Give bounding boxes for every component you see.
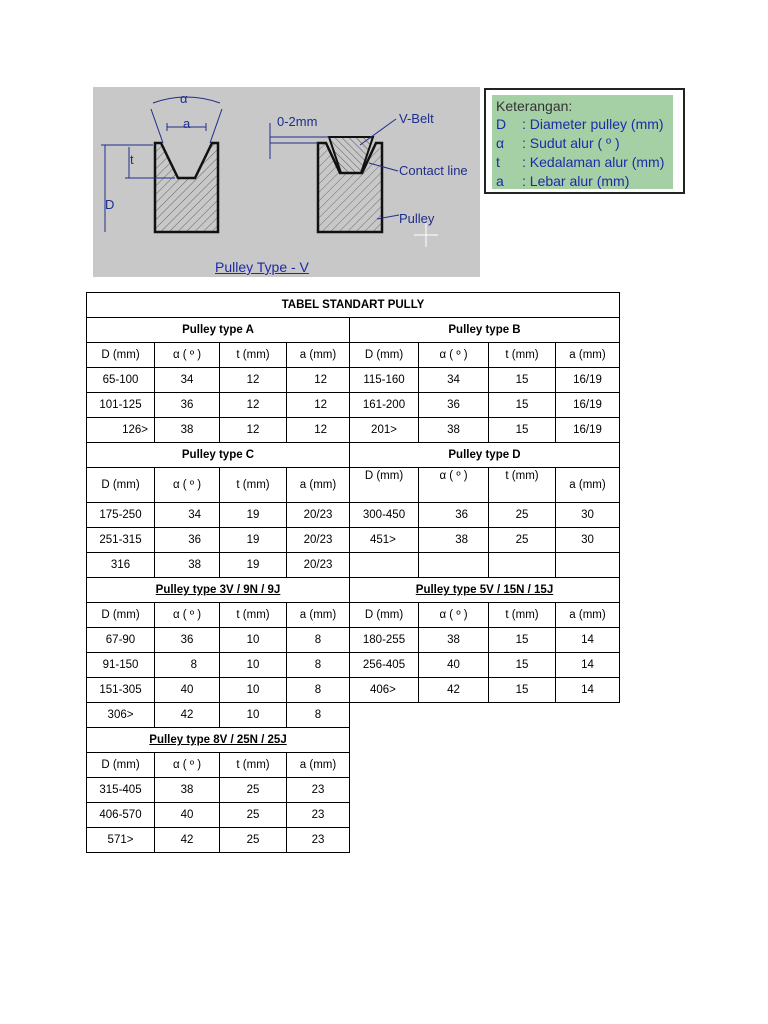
table-cell: 25: [489, 503, 556, 528]
legend-text: : Sudut alur ( º ): [522, 135, 620, 151]
table-cell: 12: [220, 368, 287, 393]
column-header: D (mm): [350, 343, 419, 368]
table-cell: 23: [287, 803, 350, 828]
blank-area: [350, 778, 620, 803]
table-row: [87, 803, 620, 828]
blank-area: [350, 703, 620, 728]
table-cell: 20/23: [287, 503, 350, 528]
table-cell: 40: [155, 803, 220, 828]
table-cell: 34: [155, 503, 220, 528]
table-cell: 42: [155, 703, 220, 728]
table-cell: 406>: [350, 678, 419, 703]
a-label: a: [183, 116, 191, 131]
pulley-type-v-diagram: [93, 87, 480, 277]
table-cell: 42: [155, 828, 220, 853]
column-header: a (mm): [287, 753, 350, 778]
table-row: [87, 678, 620, 703]
table-cell: 40: [419, 653, 489, 678]
table-cell: 25: [220, 778, 287, 803]
legend-title: Keterangan:: [496, 98, 573, 114]
column-header: t (mm): [489, 468, 556, 503]
column-header: a (mm): [556, 603, 620, 628]
table-cell: 16/19: [556, 393, 620, 418]
section-title-d: Pulley type D: [350, 443, 620, 468]
column-header: α ( º ): [155, 468, 220, 503]
table-cell: 161-200: [350, 393, 419, 418]
column-header: t (mm): [489, 343, 556, 368]
table-cell: 19: [220, 503, 287, 528]
table-cell: 14: [556, 653, 620, 678]
section-title-a: Pulley type A: [87, 318, 350, 343]
table-row: [87, 828, 620, 853]
blank-area: [350, 753, 620, 778]
pulley-label: Pulley: [399, 211, 435, 226]
legend-text: : Lebar alur (mm): [522, 173, 630, 189]
table-cell: 571>: [87, 828, 155, 853]
table-row: [87, 778, 620, 803]
table-cell: 15: [489, 418, 556, 443]
table-cell: 36: [155, 628, 220, 653]
column-header: a (mm): [287, 343, 350, 368]
table-title: TABEL STANDART PULLY: [87, 293, 620, 318]
table-cell: 15: [489, 393, 556, 418]
table-cell: 23: [287, 828, 350, 853]
table-row: [87, 368, 620, 393]
table-cell: 10: [220, 678, 287, 703]
column-header-row: [87, 603, 620, 628]
table-cell: 36: [155, 393, 220, 418]
column-header: D (mm): [87, 603, 155, 628]
column-header: D (mm): [87, 468, 155, 503]
column-header: α ( º ): [419, 343, 489, 368]
table-title-row: [87, 293, 620, 318]
table-cell: 14: [556, 678, 620, 703]
legend-key: D: [496, 116, 507, 132]
table-cell: 16/19: [556, 368, 620, 393]
legend-text: : Kedalaman alur (mm): [522, 154, 665, 170]
table-cell: 20/23: [287, 528, 350, 553]
pulley-standard-table-wrapper: [86, 292, 620, 853]
table-cell: 8: [287, 703, 350, 728]
column-header: t (mm): [220, 468, 287, 503]
column-header: D (mm): [87, 343, 155, 368]
table-cell: 8: [155, 653, 220, 678]
blank-area: [350, 728, 620, 753]
left-pulley-body: [155, 143, 218, 232]
table-cell: 38: [419, 418, 489, 443]
table-cell: 38: [155, 418, 220, 443]
column-header-row: [87, 468, 620, 503]
column-header: a (mm): [556, 343, 620, 368]
table-cell: 8: [287, 628, 350, 653]
table-row: [87, 628, 620, 653]
table-cell: 175-250: [87, 503, 155, 528]
table-cell: 115-160: [350, 368, 419, 393]
legend-item: [496, 153, 669, 172]
legend-key: a: [496, 173, 504, 189]
section-title-c: Pulley type C: [87, 443, 350, 468]
column-header: α ( º ): [155, 603, 220, 628]
legend-item: [496, 115, 669, 134]
table-cell: 126>: [87, 418, 155, 443]
table-cell: 316: [87, 553, 155, 578]
empty-cell: [556, 553, 620, 578]
column-header: t (mm): [220, 603, 287, 628]
table-cell: 16/19: [556, 418, 620, 443]
pulley-standard-table: [86, 292, 620, 853]
legend-item: [496, 172, 669, 191]
table-cell: 10: [220, 653, 287, 678]
table-cell: 36: [419, 393, 489, 418]
table-cell: 20/23: [287, 553, 350, 578]
column-header: a (mm): [556, 468, 620, 503]
table-cell: 30: [556, 528, 620, 553]
column-header: α ( º ): [419, 468, 489, 503]
table-cell: 251-315: [87, 528, 155, 553]
table-cell: 30: [556, 503, 620, 528]
v-belt-label: V-Belt: [399, 111, 434, 126]
blank-area: [350, 828, 620, 853]
table-cell: 38: [155, 553, 220, 578]
table-cell: 36: [155, 528, 220, 553]
table-cell: 38: [419, 628, 489, 653]
table-row: [87, 418, 620, 443]
table-cell: 451>: [350, 528, 419, 553]
blank-area: [350, 803, 620, 828]
table-cell: 12: [287, 393, 350, 418]
column-header: t (mm): [220, 343, 287, 368]
gap-label: 0-2mm: [277, 114, 318, 129]
section-title-5v: Pulley type 5V / 15N / 15J: [350, 578, 620, 603]
legend-item: [496, 134, 669, 153]
section-title-row: [87, 318, 620, 343]
section-title-row: [87, 728, 620, 753]
column-header: α ( º ): [155, 343, 220, 368]
table-cell: 256-405: [350, 653, 419, 678]
section-title-b: Pulley type B: [350, 318, 620, 343]
legend-box: [484, 88, 685, 194]
legend-content: [492, 95, 673, 189]
table-cell: 10: [220, 628, 287, 653]
table-cell: 36: [419, 503, 489, 528]
table-cell: 15: [489, 678, 556, 703]
section-title-row: [87, 443, 620, 468]
table-cell: 34: [155, 368, 220, 393]
diagram-caption: Pulley Type - V: [215, 259, 309, 275]
table-cell: 34: [419, 368, 489, 393]
column-header: α ( º ): [419, 603, 489, 628]
table-cell: 15: [489, 653, 556, 678]
table-cell: 15: [489, 628, 556, 653]
table-cell: 315-405: [87, 778, 155, 803]
table-row: [87, 393, 620, 418]
table-cell: 151-305: [87, 678, 155, 703]
table-cell: 25: [489, 528, 556, 553]
table-cell: 8: [287, 653, 350, 678]
table-cell: 19: [220, 553, 287, 578]
table-cell: 300-450: [350, 503, 419, 528]
table-row: [87, 653, 620, 678]
table-cell: 12: [220, 393, 287, 418]
column-header: α ( º ): [155, 753, 220, 778]
table-cell: 406-570: [87, 803, 155, 828]
table-cell: 101-125: [87, 393, 155, 418]
legend-key: t: [496, 154, 500, 170]
column-header: D (mm): [350, 468, 419, 503]
alpha-label: α: [180, 91, 188, 106]
table-row: [87, 503, 620, 528]
table-cell: 12: [220, 418, 287, 443]
table-cell: 180-255: [350, 628, 419, 653]
column-header: a (mm): [287, 603, 350, 628]
table-cell: 25: [220, 803, 287, 828]
table-cell: 201>: [350, 418, 419, 443]
section-title-row: [87, 578, 620, 603]
table-cell: 14: [556, 628, 620, 653]
table-cell: 25: [220, 828, 287, 853]
table-row: [87, 553, 620, 578]
table-cell: 15: [489, 368, 556, 393]
table-cell: 42: [419, 678, 489, 703]
empty-cell: [419, 553, 489, 578]
section-title-8v: Pulley type 8V / 25N / 25J: [87, 728, 350, 753]
table-cell: 23: [287, 778, 350, 803]
d-label: D: [105, 197, 115, 212]
empty-cell: [489, 553, 556, 578]
column-header: t (mm): [489, 603, 556, 628]
table-cell: 12: [287, 368, 350, 393]
column-header: a (mm): [287, 468, 350, 503]
column-header: D (mm): [350, 603, 419, 628]
table-cell: 19: [220, 528, 287, 553]
t-label: t: [130, 152, 134, 167]
empty-cell: [350, 553, 419, 578]
table-cell: 38: [419, 528, 489, 553]
table-cell: 10: [220, 703, 287, 728]
legend-key: α: [496, 135, 505, 151]
column-header: t (mm): [220, 753, 287, 778]
column-header-row: [87, 343, 620, 368]
table-row: [87, 703, 620, 728]
column-header-row: [87, 753, 620, 778]
column-header: D (mm): [87, 753, 155, 778]
table-cell: 65-100: [87, 368, 155, 393]
table-cell: 306>: [87, 703, 155, 728]
table-cell: 67-90: [87, 628, 155, 653]
table-cell: 12: [287, 418, 350, 443]
table-cell: 91-150: [87, 653, 155, 678]
contact-line-label: Contact line: [399, 163, 468, 178]
table-cell: 38: [155, 778, 220, 803]
legend-text: : Diameter pulley (mm): [522, 116, 664, 132]
table-row: [87, 528, 620, 553]
table-cell: 8: [287, 678, 350, 703]
section-title-3v: Pulley type 3V / 9N / 9J: [87, 578, 350, 603]
table-cell: 40: [155, 678, 220, 703]
